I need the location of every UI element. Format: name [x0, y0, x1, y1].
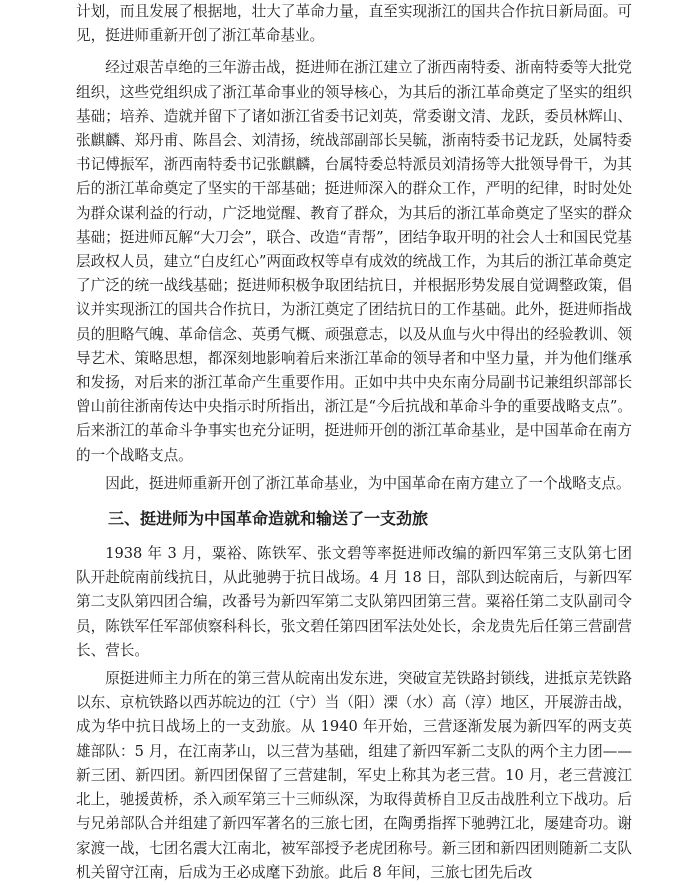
section-heading: 三、挺进师为中国革命造就和输送了一支劲旅: [108, 509, 429, 529]
paragraph-continuation: 计划，而且发展了根据地，壮大了革命力量，直至实现浙江的国共合作抗日新局面。可见，挺进师重新开创了浙江革命基业。: [76, 3, 632, 45]
document-page: [76, 0, 632, 885]
paragraph-reorganization: 1938 年 3 月，粟裕、陈铁军、张文碧等率挺进师改编的新四军第三支队第七团队开赴皖南前线抗日，从此驰骋于抗日战场。4 月 18 日，部队到达皖南后，与新四军第二支队第四团合编，改番号为新四军第二支队第四团第三营。粟裕任第二支队副司令员，陈铁军任军部侦察科科长，张文碧任第四团军法处处长，余龙贵先后任第三营副营长、营长。: [76, 545, 632, 659]
paragraph-third-battalion: 原挺进师主力所在的第三营从皖南出发东进，突破宣芜铁路封锁线，进抵京芜铁路以东、京杭铁路以西苏皖边的江（宁）当（阳）溧（水）高（淳）地区，开展游击战，成为华中抗日战场上的一支劲旅。从 1940 年开始，三营逐渐发展为新四军的两支英雄部队：5 月，在江南茅山，以三营为基础，组建了新四军新二支队的两个主力团——新三团、新四团。新四团保留了三营建制，军史上称其为老三营。10 月，老三营渡江北上，驰援黄桥，杀入顽军第三十三师纵深，为取得黄桥自卫反击战胜利立下战功。后与兄弟部队合并组建了新四军著名的三旅七团，在陶勇指挥下驰骋江北，屡建奇功。谢家渡一战，七团名震大江南北，被军部授予老虎团称号。新三团和新四团则随新二支队机关留守江南，后成为王必成麾下劲旅。此后 8 年间，三旅七团先后改: [76, 670, 632, 881]
paragraph-foundations: 经过艰苦卓绝的三年游击战，挺进师在浙江建立了浙西南特委、浙南特委等大批党组织，这些党组织成了浙江革命事业的领导核心，为其后的浙江革命奠定了坚实的组织基础；培养、造就并留下了诸如浙江省委书记刘英，常委谢文清、龙跃，委员林辉山、张麒麟、郑丹甫、陈昌会、刘清扬，统战部副部长吴毓，浙南特委书记龙跃，处属特委书记傅振军，浙西南特委书记张麒麟，台属特委总特派员刘清扬等大批领导骨干，为其后的浙江革命奠定了坚实的干部基础；挺进师深入的群众工作，严明的纪律，时时处处为群众谋利益的行动，广泛地觉醒、教育了群众，为其后的浙江革命奠定了坚实的群众基础；挺进师瓦解“大刀会”，联合、改造“青帮”，团结争取开明的社会人士和国民党基层政权人员，建立“白皮红心”两面政权等卓有成效的统战工作，为其后的浙江革命奠定了广泛的统一战线基础；挺进师积极争取团结抗日，并根据形势发展自觉调整政策，倡议并实现浙江的国共合作抗日，为浙江奠定了团结抗日的工作基础。此外，挺进师指战员的胆略气魄、革命信念、英勇气概、顽强意志，以及从血与火中得出的经验教训、领导艺术、策略思想，都深刻地影响着后来浙江革命的领导者和中坚力量，并为他们继承和发扬，对后来的浙江革命产生重要作用。正如中共中央东南分局副书记兼组织部部长曾山前往浙南传达中央指示时所指出，浙江是“今后抗战和革命斗争的重要战略支点”。后来浙江的革命斗争事实也充分证明，挺进师开创的浙江革命基业，是中国革命在南方的一个战略支点。: [76, 59, 632, 464]
paragraph-conclusion: 因此，挺进师重新开创了浙江革命基业，为中国革命在南方建立了一个战略支点。: [105, 474, 631, 492]
